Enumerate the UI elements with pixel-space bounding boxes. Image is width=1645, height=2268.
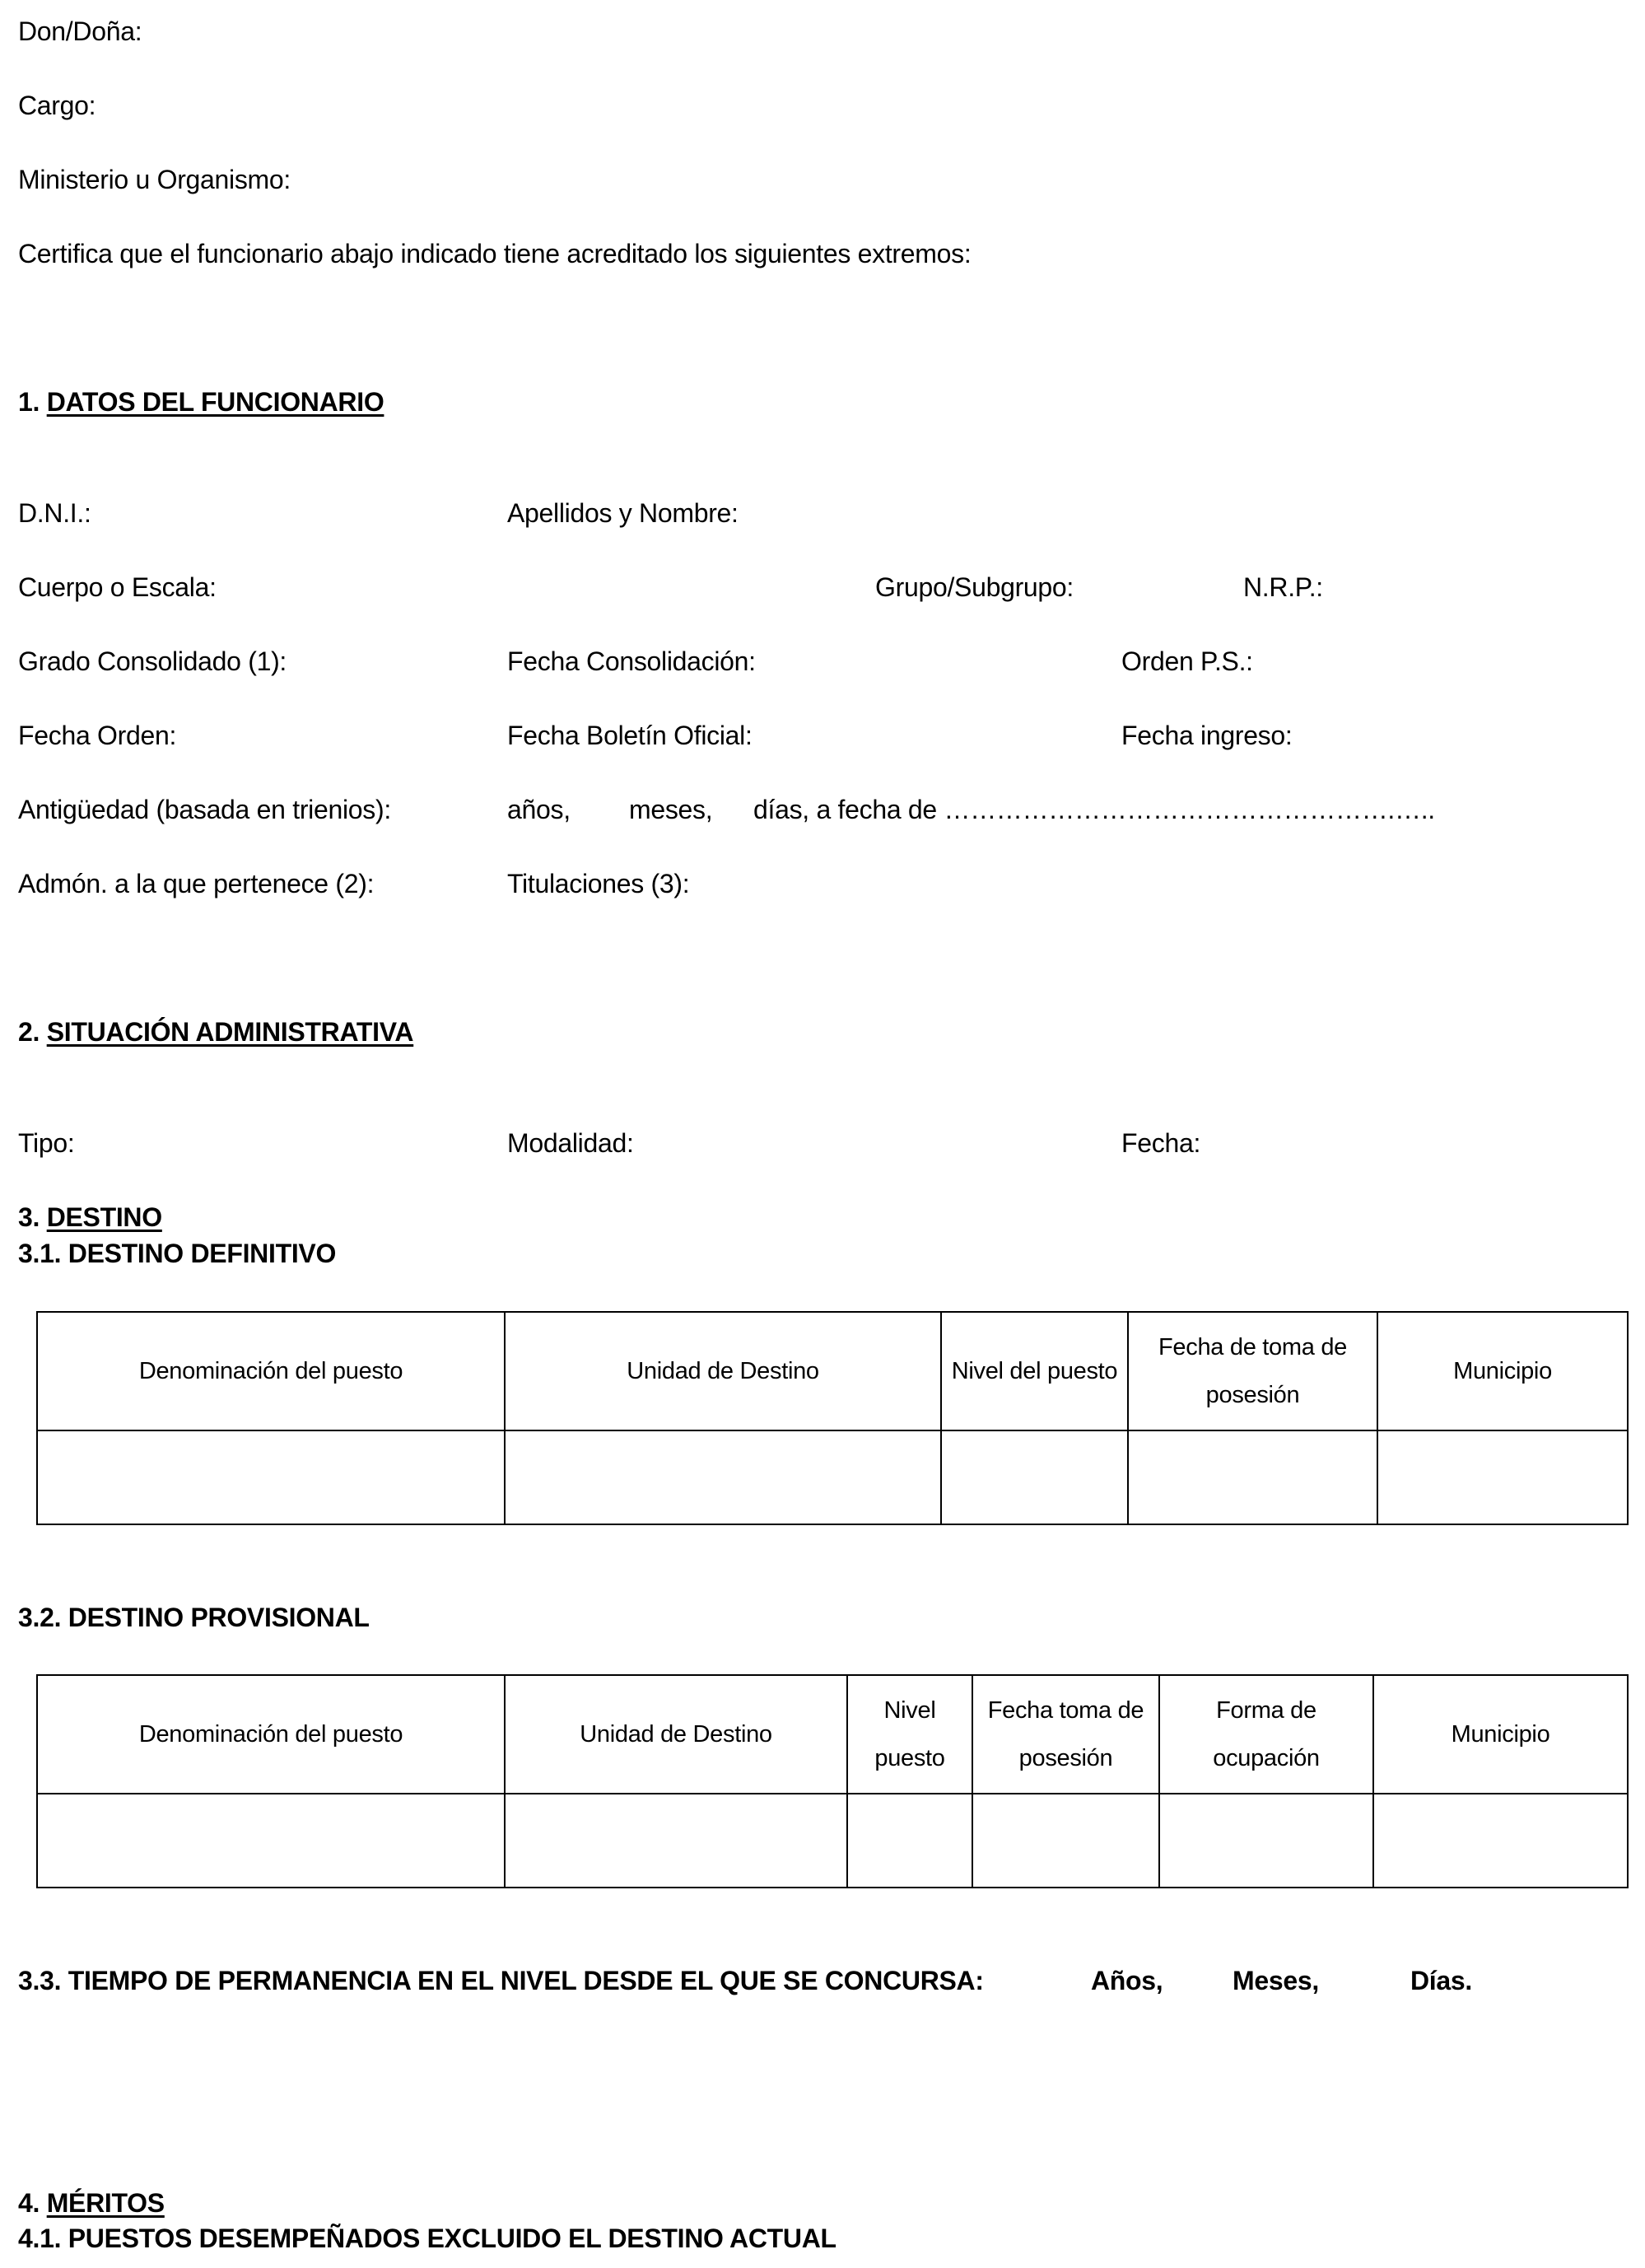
table-header-cell: Forma de ocupación xyxy=(1159,1675,1373,1794)
cargo-label: Cargo: xyxy=(18,91,96,120)
table-header-cell: Unidad de Destino xyxy=(505,1675,847,1794)
table-cell[interactable] xyxy=(505,1794,847,1888)
table-header-cell: Nivel puesto xyxy=(847,1675,972,1794)
table-header-cell: Fecha de toma de posesión xyxy=(1128,1312,1377,1430)
section1-number: 1. xyxy=(18,387,40,417)
table-cell[interactable] xyxy=(847,1794,972,1888)
table-row xyxy=(37,1794,1628,1888)
table-header-cell: Nivel del puesto xyxy=(941,1312,1128,1430)
table-cell[interactable] xyxy=(37,1430,505,1524)
section1-heading xyxy=(18,389,384,415)
table-cell[interactable] xyxy=(972,1794,1159,1888)
section2-title: SITUACIÓN ADMINISTRATIVA xyxy=(46,1017,414,1047)
section3-heading xyxy=(18,1204,162,1230)
modalidad-label: Modalidad: xyxy=(507,1128,634,1158)
grado-label: Grado Consolidado (1): xyxy=(18,646,287,676)
certifica-text: Certifica que el funcionario abajo indicado tiene acreditado los siguientes extremos: xyxy=(18,239,972,268)
antiguedad-label: Antigüedad (basada en trienios): xyxy=(18,795,391,824)
section4-heading xyxy=(18,2190,165,2216)
don-dona-label: Don/Doña: xyxy=(18,16,142,46)
table-header-cell: Denominación del puesto xyxy=(37,1312,505,1430)
tipo-label: Tipo: xyxy=(18,1128,75,1158)
section2-heading xyxy=(18,1019,413,1045)
table-header-cell: Municipio xyxy=(1377,1312,1628,1430)
section4-number: 4. xyxy=(18,2188,40,2218)
table-cell[interactable] xyxy=(1377,1430,1628,1524)
fecha-orden-label: Fecha Orden: xyxy=(18,721,177,750)
antiguedad-meses: meses, xyxy=(629,795,713,824)
dni-label: D.N.I.: xyxy=(18,498,91,528)
table-header-cell: Fecha toma de posesión xyxy=(972,1675,1159,1794)
puestos-desempenados-heading: 4.1. PUESTOS DESEMPEÑADOS EXCLUIDO EL DESTINO ACTUAL xyxy=(18,2224,836,2253)
cuerpo-label: Cuerpo o Escala: xyxy=(18,572,217,602)
table-cell[interactable] xyxy=(37,1794,505,1888)
table-cell[interactable] xyxy=(1159,1794,1373,1888)
table-cell[interactable] xyxy=(941,1430,1128,1524)
table-header-cell: Unidad de Destino xyxy=(505,1312,941,1430)
section3-title: DESTINO xyxy=(46,1202,162,1232)
destino-provisional-table xyxy=(36,1674,1629,1888)
table-row xyxy=(37,1430,1628,1524)
apellidos-label: Apellidos y Nombre: xyxy=(507,498,739,528)
table-header-cell: Denominación del puesto xyxy=(37,1675,505,1794)
antiguedad-anos: años, xyxy=(507,795,571,824)
ministerio-label: Ministerio u Organismo: xyxy=(18,165,291,194)
fecha-boletin-label: Fecha Boletín Oficial: xyxy=(507,721,753,750)
destino-definitivo-heading: 3.1. DESTINO DEFINITIVO xyxy=(18,1239,337,1268)
nrp-label: N.R.P.: xyxy=(1243,572,1323,602)
fecha-label: Fecha: xyxy=(1121,1128,1201,1158)
table-cell[interactable] xyxy=(1373,1794,1628,1888)
section2-number: 2. xyxy=(18,1017,40,1047)
section3-number: 3. xyxy=(18,1202,40,1232)
section1-title: DATOS DEL FUNCIONARIO xyxy=(46,387,384,417)
tiempo-permanencia-heading: 3.3. TIEMPO DE PERMANENCIA EN EL NIVEL DESDE EL QUE SE CONCURSA: xyxy=(18,1966,984,1995)
section4-title: MÉRITOS xyxy=(46,2188,165,2218)
table-header-row xyxy=(37,1675,1628,1794)
titulaciones-label: Titulaciones (3): xyxy=(507,869,690,898)
fecha-consolidacion-label: Fecha Consolidación: xyxy=(507,646,756,676)
antiguedad-dias-fecha: días, a fecha de …………………………………………….….. xyxy=(753,795,1435,824)
grupo-label: Grupo/Subgrupo: xyxy=(875,572,1074,602)
fecha-ingreso-label: Fecha ingreso: xyxy=(1121,721,1293,750)
admon-label: Admón. a la que pertenece (2): xyxy=(18,869,375,898)
destino-definitivo-table xyxy=(36,1311,1629,1525)
permanencia-anos: Años, xyxy=(1091,1966,1163,1995)
orden-ps-label: Orden P.S.: xyxy=(1121,646,1253,676)
table-cell[interactable] xyxy=(505,1430,941,1524)
permanencia-dias: Días. xyxy=(1410,1966,1472,1995)
table-header-row xyxy=(37,1312,1628,1430)
table-header-cell: Municipio xyxy=(1373,1675,1628,1794)
table-cell[interactable] xyxy=(1128,1430,1377,1524)
permanencia-meses: Meses, xyxy=(1233,1966,1319,1995)
destino-provisional-heading: 3.2. DESTINO PROVISIONAL xyxy=(18,1603,370,1632)
